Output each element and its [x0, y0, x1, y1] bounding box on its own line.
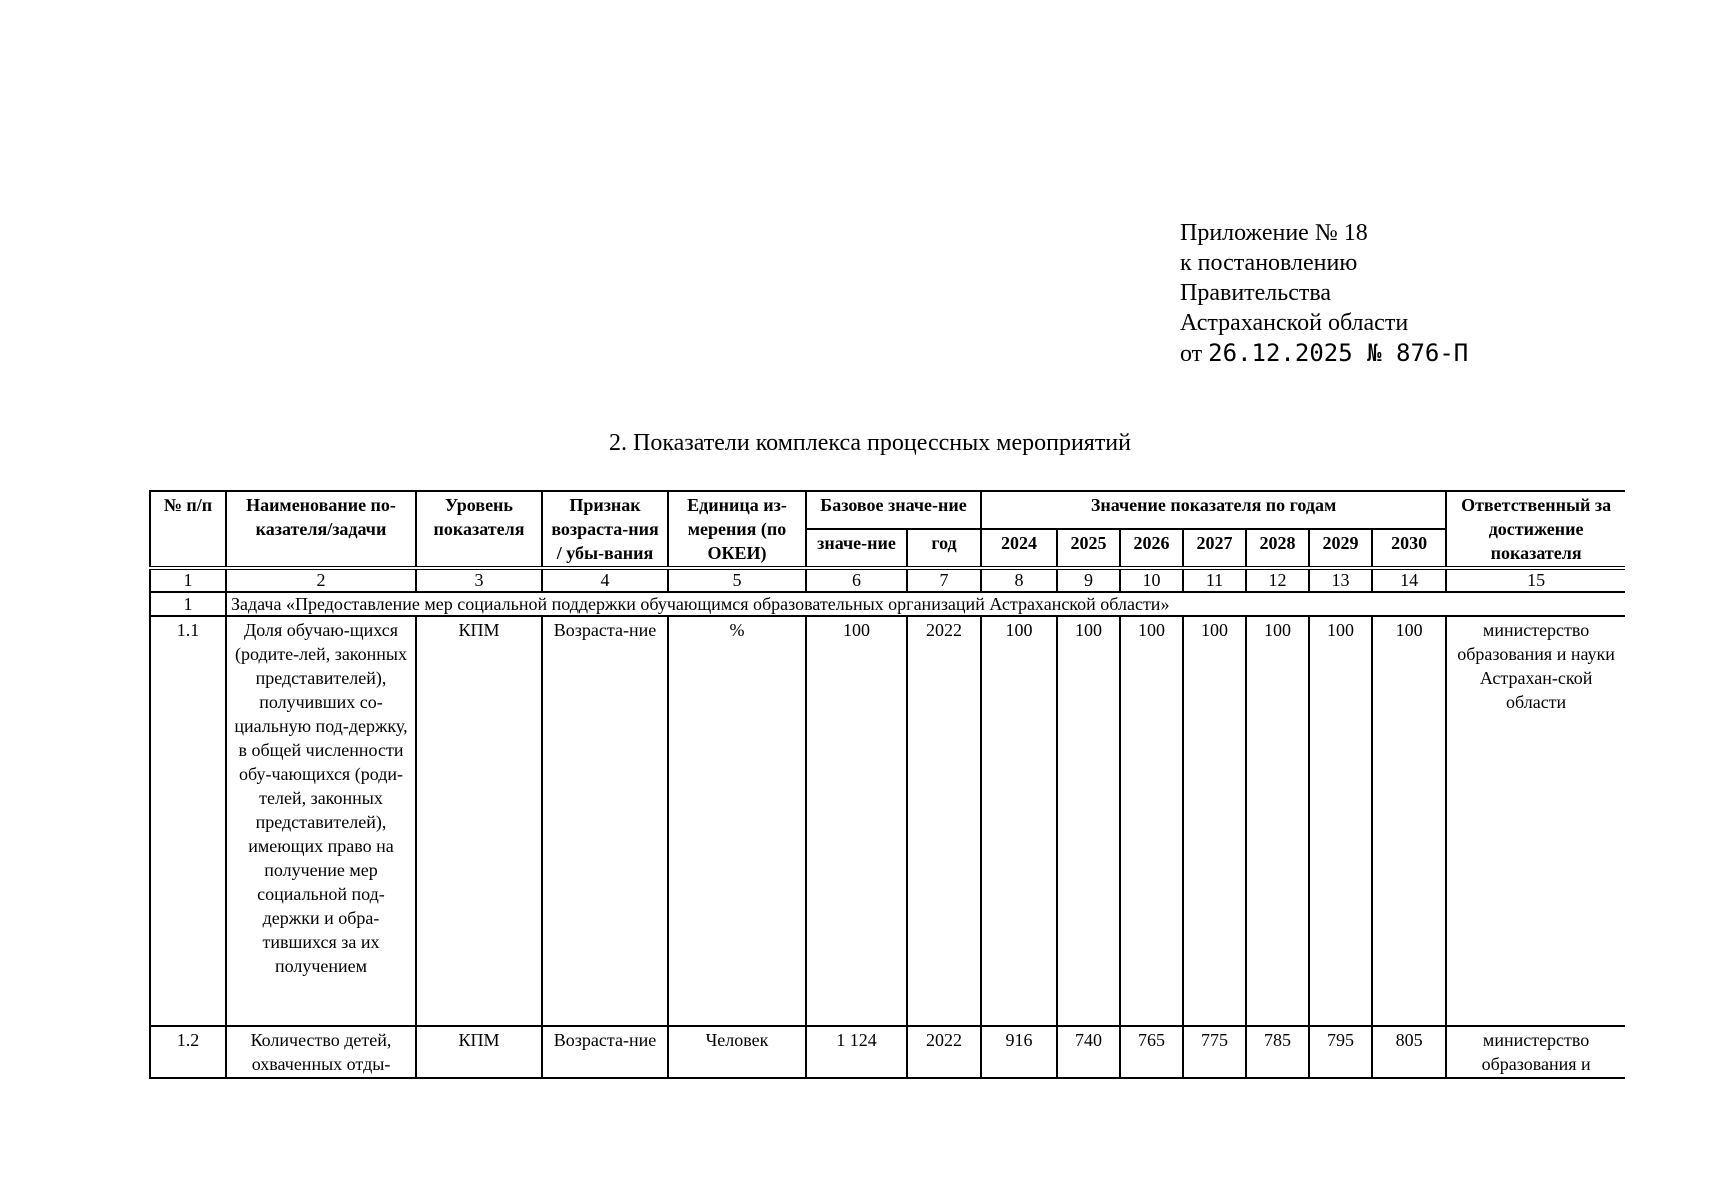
- column-number: 2: [226, 568, 416, 592]
- appendix-line: Правительства: [1180, 280, 1332, 306]
- column-number: 13: [1309, 568, 1372, 592]
- header-base: Базовое значе-ние: [806, 491, 981, 529]
- header-year: 2025: [1057, 529, 1120, 568]
- header-base-value: значе-ние: [806, 529, 907, 568]
- date-prefix: от: [1180, 341, 1203, 367]
- date-and-number: 26.12.2025 № 876-П: [1208, 339, 1469, 367]
- table-row: [150, 616, 1625, 1026]
- row-responsible: министерство образования и: [1446, 1026, 1625, 1078]
- row-level: КПМ: [416, 616, 542, 1026]
- header-num: № п/п: [150, 491, 226, 568]
- column-number: 3: [416, 568, 542, 592]
- appendix-line: Приложение № 18: [1180, 220, 1368, 246]
- header-row-1: [150, 491, 1625, 529]
- row-base-value: 1 124: [806, 1026, 907, 1078]
- row-responsible: министерство образования и науки Астрахан-ской области: [1446, 616, 1625, 1026]
- row-year-value: 100: [981, 616, 1057, 1026]
- row-indicator-name: Доля обучаю-щихся (родите-лей, законных представителей), получивших со-циальную под-держку, в общей численности обу-чающихся (роди-телей, законных представителей), имеющих право на получение мер социальной под-держки и обра-тившихся за их получением: [226, 616, 416, 1026]
- column-number: 7: [907, 568, 981, 592]
- column-number: 10: [1120, 568, 1183, 592]
- header-year: 2027: [1183, 529, 1246, 568]
- task-num: 1: [150, 592, 226, 616]
- row-base-year: 2022: [907, 616, 981, 1026]
- row-num: 1.2: [150, 1026, 226, 1078]
- row-sign: Возраста-ние: [542, 1026, 668, 1078]
- row-year-value: 100: [1057, 616, 1120, 1026]
- column-number: 1: [150, 568, 226, 592]
- task-row: [150, 592, 1625, 616]
- row-year-value: 765: [1120, 1026, 1183, 1078]
- column-number: 11: [1183, 568, 1246, 592]
- header-base-year: год: [907, 529, 981, 568]
- row-year-value: 100: [1309, 616, 1372, 1026]
- column-number: 6: [806, 568, 907, 592]
- indicators-table: [149, 490, 1625, 1079]
- section-heading: 2. Показатели комплекса процессных мероприятий: [608, 430, 1131, 456]
- column-number: 12: [1246, 568, 1309, 592]
- row-year-value: 100: [1372, 616, 1446, 1026]
- header-year: 2028: [1246, 529, 1309, 568]
- header-sign: Признак возраста-ния / убы-вания: [542, 491, 668, 568]
- header-year: 2026: [1120, 529, 1183, 568]
- column-number: 4: [542, 568, 668, 592]
- header-year: 2029: [1309, 529, 1372, 568]
- row-base-value: 100: [806, 616, 907, 1026]
- column-number: 9: [1057, 568, 1120, 592]
- row-year-value: 100: [1246, 616, 1309, 1026]
- row-year-value: 785: [1246, 1026, 1309, 1078]
- row-year-value: 740: [1057, 1026, 1120, 1078]
- row-sign: Возраста-ние: [542, 616, 668, 1026]
- row-unit: Человек: [668, 1026, 806, 1078]
- row-year-value: 916: [981, 1026, 1057, 1078]
- row-year-value: 805: [1372, 1026, 1446, 1078]
- row-num: 1.1: [150, 616, 226, 1026]
- table-row: [150, 1026, 1625, 1078]
- appendix-line: Астраханской области: [1180, 310, 1409, 336]
- header-level: Уровень показателя: [416, 491, 542, 568]
- column-number-row: [150, 568, 1625, 592]
- column-number: 5: [668, 568, 806, 592]
- row-year-value: 100: [1183, 616, 1246, 1026]
- row-unit: %: [668, 616, 806, 1026]
- row-year-value: 100: [1120, 616, 1183, 1026]
- header-year: 2024: [981, 529, 1057, 568]
- header-year: 2030: [1372, 529, 1446, 568]
- task-text: Задача «Предоставление мер социальной поддержки обучающимся образовательных организаций Астраханской области»: [226, 592, 1625, 616]
- header-name: Наименование по-казателя/задачи: [226, 491, 416, 568]
- header-by-years: Значение показателя по годам: [981, 491, 1446, 529]
- appendix-line: к постановлению: [1180, 250, 1358, 276]
- row-level: КПМ: [416, 1026, 542, 1078]
- column-number: 8: [981, 568, 1057, 592]
- appendix-block: [1180, 218, 1468, 369]
- column-number: 15: [1446, 568, 1625, 592]
- row-year-value: 795: [1309, 1026, 1372, 1078]
- row-base-year: 2022: [907, 1026, 981, 1078]
- header-responsible: Ответственный за достижение показателя: [1446, 491, 1625, 568]
- indicators-table-wrapper: [149, 490, 1625, 1102]
- appendix-date-line: [1180, 338, 1468, 369]
- row-year-value: 775: [1183, 1026, 1246, 1078]
- row-indicator-name: Количество детей, охваченных отды-: [226, 1026, 416, 1078]
- column-number: 14: [1372, 568, 1446, 592]
- header-unit: Единица из-мерения (по ОКЕИ): [668, 491, 806, 568]
